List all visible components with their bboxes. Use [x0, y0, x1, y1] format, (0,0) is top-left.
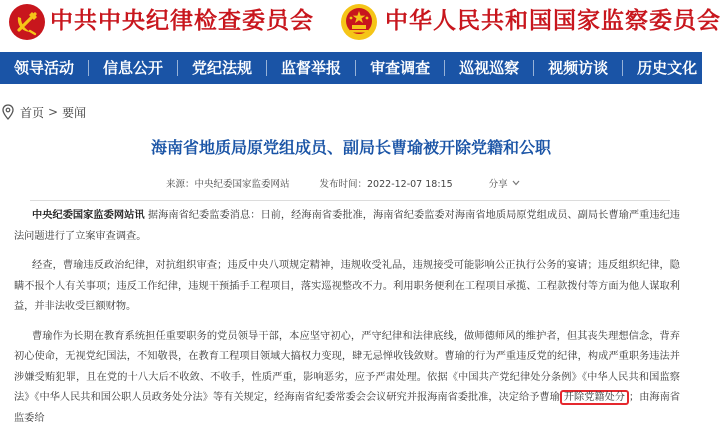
paragraph-3-tail: ；由海南省监委给 [14, 392, 680, 424]
breadcrumb-home-link[interactable]: 首页 [20, 104, 44, 121]
chevron-down-icon [512, 180, 520, 186]
breadcrumb-current-link[interactable]: 要闻 [62, 104, 86, 121]
nav-item-investigation[interactable]: 审查调查 [370, 52, 430, 84]
paragraph-1 [14, 206, 680, 247]
site-header [0, 0, 702, 44]
article-publish-time: 发布时间：2022-12-07 18:15 [320, 176, 453, 190]
article-title: 海南省地质局原党组成员、副局长曹瑜被开除党籍和公职 [0, 136, 702, 160]
location-pin-icon [2, 104, 14, 120]
nav-divider [177, 60, 178, 76]
meta-divider [30, 200, 670, 201]
nav-item-info-disclosure[interactable]: 信息公开 [103, 52, 163, 84]
national-emblem-icon[interactable] [340, 3, 378, 41]
site-title-nsc[interactable]: 中华人民共和国国家监察委员会 [385, 6, 721, 36]
share-label: 分享 [489, 176, 508, 190]
article-source: 来源：中央纪委国家监委网站 [166, 176, 290, 190]
main-nav [0, 52, 702, 84]
site-title-ccdi[interactable]: 中共中央纪律检查委员会 [50, 6, 314, 36]
nav-divider [355, 60, 356, 76]
nav-divider [622, 60, 623, 76]
party-emblem-icon[interactable] [8, 3, 46, 41]
nav-item-inspection[interactable]: 巡视巡察 [459, 52, 519, 84]
nav-item-report[interactable]: 监督举报 [281, 52, 341, 84]
nav-item-history[interactable]: 历史文化 [637, 52, 697, 84]
paragraph-2: 经查，曹瑜违反政治纪律，对抗组织审查；违反中央八项规定精神，违规收受礼品，违规接受可能影响公正执行公务的宴请；违反组织纪律，隐瞒不报个人有关事项；违反工作纪律，违规干预插手工程项目，落实巡视整改不力。利用职务便利在工程项目承揽、工程款拨付等方面为他人谋取利益，并非法收受巨额财物。 [14, 256, 680, 318]
breadcrumb [0, 103, 86, 121]
article-body [14, 206, 680, 429]
article-meta [166, 175, 520, 191]
highlighted-phrase: 开除党籍处分 [560, 390, 629, 405]
nav-item-leadership[interactable]: 领导活动 [14, 52, 74, 84]
share-button[interactable] [489, 176, 520, 190]
nav-divider [533, 60, 534, 76]
breadcrumb-separator: > [48, 105, 58, 119]
nav-item-video[interactable]: 视频访谈 [548, 52, 608, 84]
nav-item-regulations[interactable]: 党纪法规 [192, 52, 252, 84]
paragraph-3-text: 曹瑜作为长期在教育系统担任重要职务的党员领导干部，本应坚守初心，严守纪律和法律底线，做师德师风的维护者，但其丧失理想信念，背弃初心使命，无视党纪国法，不知敬畏，在教育工程项目领域大搞权力变现，肆无忌惮收钱敛财。曹瑜的行为严重违反党的纪律，构成严重职务违法并涉嫌受贿犯罪，且在党的十八大后不收敛、不收手，性质严重，影响恶劣，应予严肃处理。依据《中国共产党纪律处分条例》《中华人民共和国监察法》《中华人民共和国公职人员政务处分法》等有关规定，经海南省纪委常委会会议研究并报海南省委批准，决定给予曹瑜 [14, 331, 680, 404]
nav-divider [88, 60, 89, 76]
nav-divider [266, 60, 267, 76]
nav-divider [444, 60, 445, 76]
paragraph-3 [14, 327, 680, 429]
paragraph-1-text: 据海南省纪委监委消息：日前，经海南省委批准，海南省纪委监委对海南省地质局原党组成员、副局长曹瑜严重违纪违法问题进行了立案审查调查。 [14, 210, 680, 242]
paragraph-lead: 中央纪委国家监委网站讯 [32, 210, 145, 221]
